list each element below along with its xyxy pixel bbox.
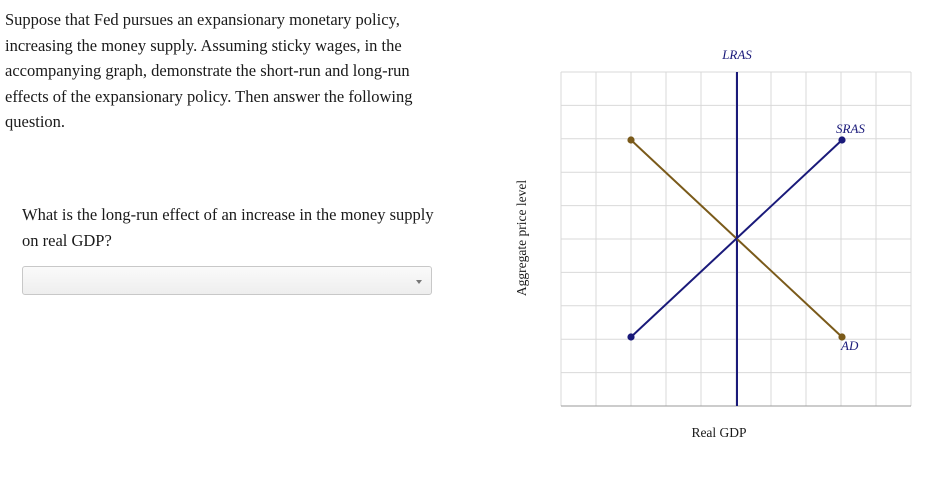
ad-handle-top[interactable] <box>627 136 634 143</box>
y-axis-label: Aggregate price level <box>514 179 529 297</box>
ad-label: AD <box>841 338 859 353</box>
chevron-down-icon <box>416 280 422 284</box>
lras-label: LRAS <box>722 47 752 62</box>
ad-as-graph[interactable] <box>505 40 925 460</box>
sras-handle-top[interactable] <box>838 136 845 143</box>
sras-label: SRAS <box>836 121 865 136</box>
x-axis-label: Real GDP <box>691 425 747 440</box>
answer-dropdown[interactable] <box>22 266 432 295</box>
sras-handle-bottom[interactable] <box>627 333 634 340</box>
intro-paragraph: Suppose that Fed pursues an expansionary monetary policy, increasing the money supply. Assuming sticky wages, in the accompanying graph, demonstrate the short-run and long-run effects of the expansionary policy. Then answer the following question. <box>5 10 413 131</box>
question-text: What is the long-run effect of an increase in the money supply on real GDP? <box>22 205 434 250</box>
